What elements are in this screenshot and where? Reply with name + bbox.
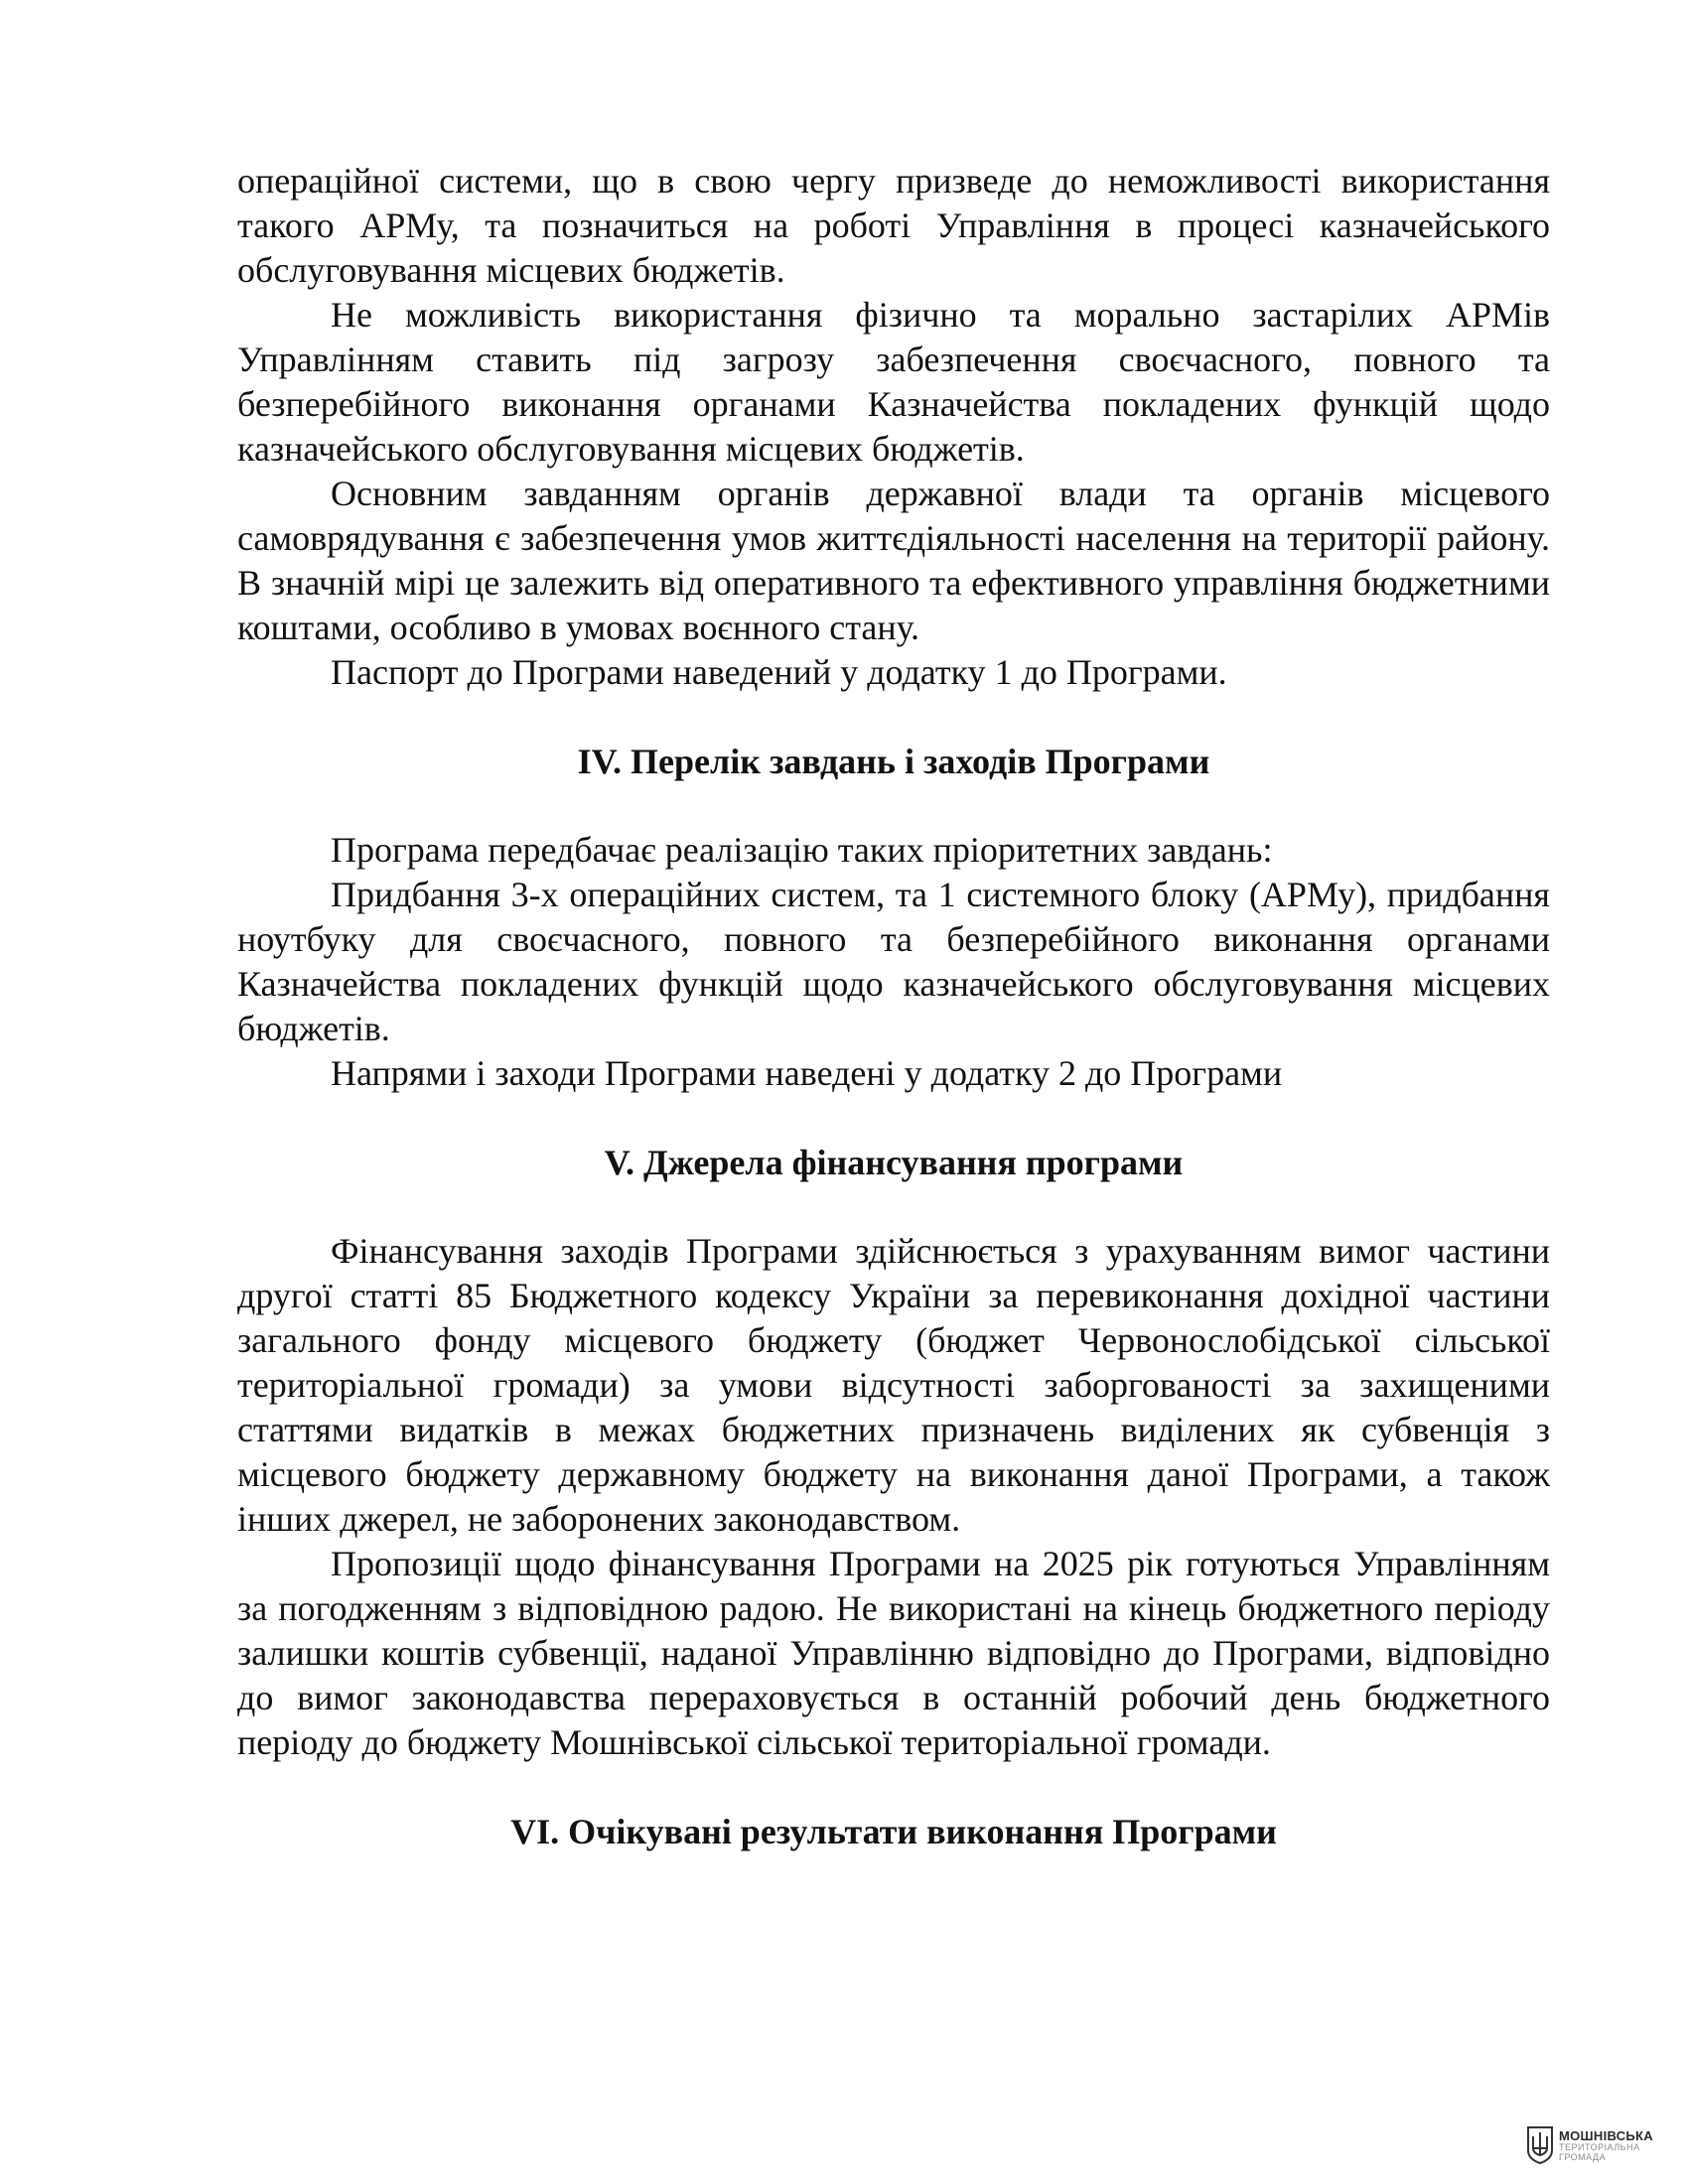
paragraph-purchase: Придбання 3-х операційних систем, та 1 системного блоку (АРМу), придбання ноутбуку для своєчасного, повного та безперебійного виконання органами Казначейства покладених функцій щодо казначейського обслуговування місцевих бюджетів. — [237, 875, 1550, 1048]
paragraph-passport: Паспорт до Програми наведений у додатку 1 до Програми. — [331, 652, 1227, 692]
section-heading-vi: VI. Очікувані результати виконання Програми — [510, 1812, 1277, 1851]
paragraph-continuation: операційної системи, що в свою чергу призведе до неможливості використання такого АРМу, та позначиться на роботі Управління в процесі казначейського обслуговування місцевих бюджетів. — [237, 161, 1550, 290]
paragraph-directions: Напрями і заходи Програми наведені у додатку 2 до Програми — [331, 1053, 1283, 1093]
spacer — [237, 1765, 1550, 1810]
paragraph-proposals: Пропозиції щодо фінансування Програми на 2025 рік готуються Управлінням за погодженням з відповідною радою. Не використані на кінець бюджетного періоду залишки коштів субвенції, наданої Управлінню відповідно до Програми, відповідно до вимог законодавства перераховується в останній робочий день бюджетного періоду до бюджету Мошнівської сільської територіальної громади. — [237, 1544, 1550, 1762]
section-heading-v: V. Джерела фінансування програми — [604, 1143, 1184, 1182]
section-heading-iv: IV. Перелік завдань і заходів Програми — [577, 742, 1210, 781]
trident-coat-of-arms-icon — [1527, 2126, 1553, 2164]
document-page — [237, 159, 1550, 1854]
spacer — [237, 695, 1550, 740]
spacer — [237, 1096, 1550, 1141]
logo-line-3: ГРОМАДА — [1559, 2151, 1607, 2162]
spacer — [237, 784, 1550, 828]
paragraph-outdated-workstations: Не можливість використання фізично та морально застарілих АРМів Управлінням ставить під загрозу забезпечення своєчасного, повного та безперебійного виконання органами Казначейства покладених функцій щодо казначейського обслуговування місцевих бюджетів. — [237, 295, 1550, 469]
paragraph-main-task: Основним завданням органів державної влади та органів місцевого самоврядування є забезпечення умов життєдіяльності населення на території району. В значній мірі це залежить від оперативного та ефективного управління бюджетними коштами, особливо в умовах воєнного стану. — [237, 474, 1550, 647]
paragraph-priority-tasks: Програма передбачає реалізацію таких пріоритетних завдань: — [331, 830, 1273, 870]
logo-line-2: ТЕРИТОРІАЛЬНА — [1559, 2141, 1640, 2152]
spacer — [237, 1185, 1550, 1229]
community-logo — [1527, 2126, 1653, 2164]
logo-text — [1559, 2129, 1653, 2162]
logo-line-1: МОШНІВСЬКА — [1559, 2127, 1653, 2143]
paragraph-financing: Фінансування заходів Програми здійснюється з урахуванням вимог частини другої статті 85 Бюджетного кодексу України за перевиконання дохідної частини загального фонду місцевого бюджету (бюджет Червонослобідської сільської територіальної громади) за умови відсутності заборгованості за захищеними статтями видатків в межах бюджетних призначень виділених як субвенція з місцевого бюджету державному бюджету на виконання даної Програми, а також інших джерел, не заборонених законодавством. — [237, 1231, 1550, 1539]
